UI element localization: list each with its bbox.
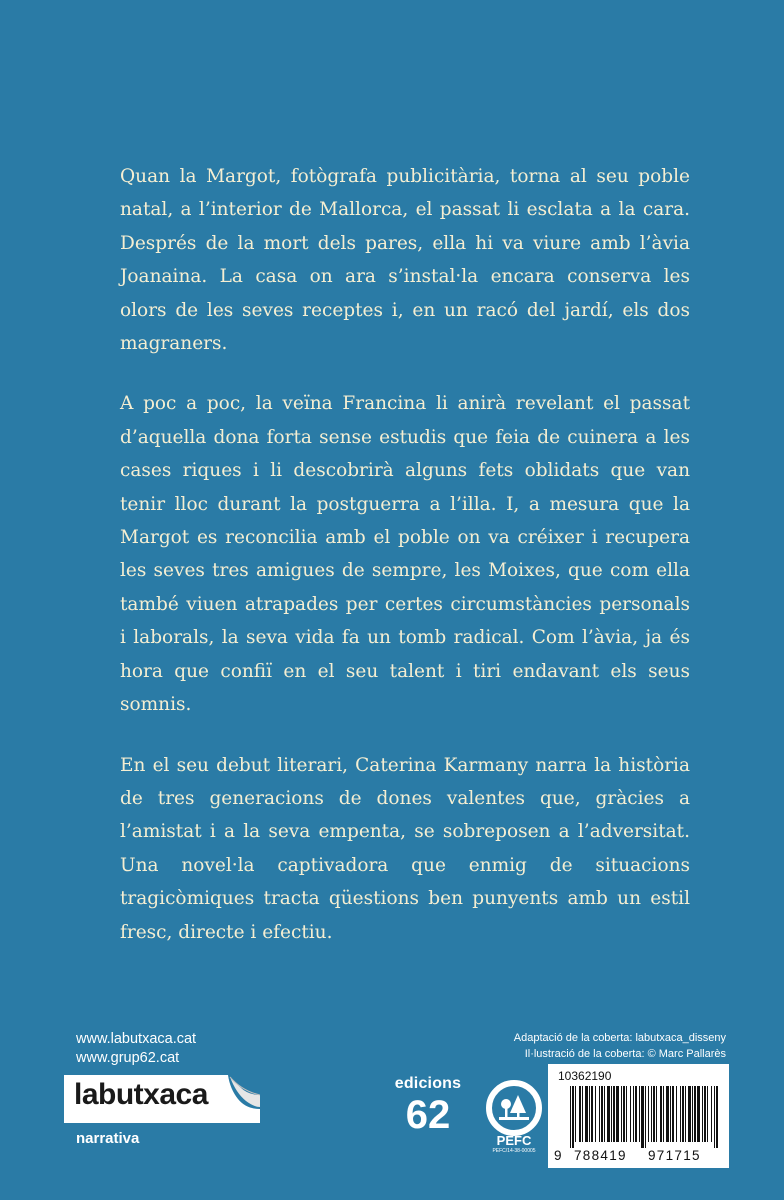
back-cover-blurb	[120, 160, 690, 976]
barcode-bars-icon	[570, 1086, 718, 1148]
logo-text: labutxaca	[74, 1078, 208, 1111]
blurb-paragraph-2: A poc a poc, la veïna Francina li anirà revelant el passat d’aquella dona forta sense estudis que feia de cuinera a les cases riques i li descobrirà alguns fets oblidats que van tenir lloc durant la postguerra a l’illa. I, a mesura que la Margot es reconcilia amb el poble on va créixer i recupera les seves tres amigues de sempre, les Moixes, que com ella també viuen atrapades per certes circumstàncies personals i laborals, la seva vida fa un tomb radical. Com l’àvia, ja és hora que confiï en el seu talent i tiri endavant els seus somnis.	[120, 393, 690, 716]
url-labutxaca[interactable]: www.labutxaca.cat	[76, 1031, 197, 1047]
imprint-name: edicions	[394, 1075, 462, 1092]
pefc-code: PEFC/14-38-00005	[492, 1148, 536, 1154]
publisher-urls	[76, 1030, 196, 1068]
isbn-group-2: 971715	[648, 1148, 701, 1163]
page-curl-icon	[228, 1075, 260, 1109]
collection-label: narrativa	[76, 1130, 140, 1147]
credit-illustration: Il·lustració de la coberta: © Marc Pallarès	[524, 1048, 726, 1060]
barcode-reference: 10362190	[558, 1069, 612, 1083]
imprint-number: 62	[405, 1093, 451, 1137]
credit-design: Adaptació de la coberta: labutxaca_disseny	[513, 1032, 726, 1044]
cover-credits	[514, 1030, 726, 1062]
isbn-lead-digit: 9	[554, 1148, 563, 1163]
isbn-barcode	[548, 1064, 729, 1168]
edicions-62-logo	[383, 1075, 473, 1135]
pefc-label: PEFC	[496, 1133, 532, 1148]
blurb-paragraph-3: En el seu debut literari, Caterina Karmany narra la història de tres generacions de dones valentes que, gràcies a l’amistat i a la seva empenta, se sobreposen a l’adversitat. Una novel·la captivadora que enmig de situacions tragicòmiques tracta qüestions ben punyents amb un estil fresc, directe i efectiu.	[120, 754, 690, 943]
isbn-group-1: 788419	[574, 1148, 627, 1163]
url-grup62[interactable]: www.grup62.cat	[76, 1050, 180, 1066]
blurb-paragraph-1: Quan la Margot, fotògrafa publicitària, torna al seu poble natal, a l’interior de Mallorca, el passat li esclata a la cara. Després de la mort dels pares, ella hi va viure amb l’àvia Joanaina. La casa on ara s’instal·la encara conserva les olors de les seves receptes i, en un racó del jardí, els dos magraners.	[120, 166, 690, 355]
